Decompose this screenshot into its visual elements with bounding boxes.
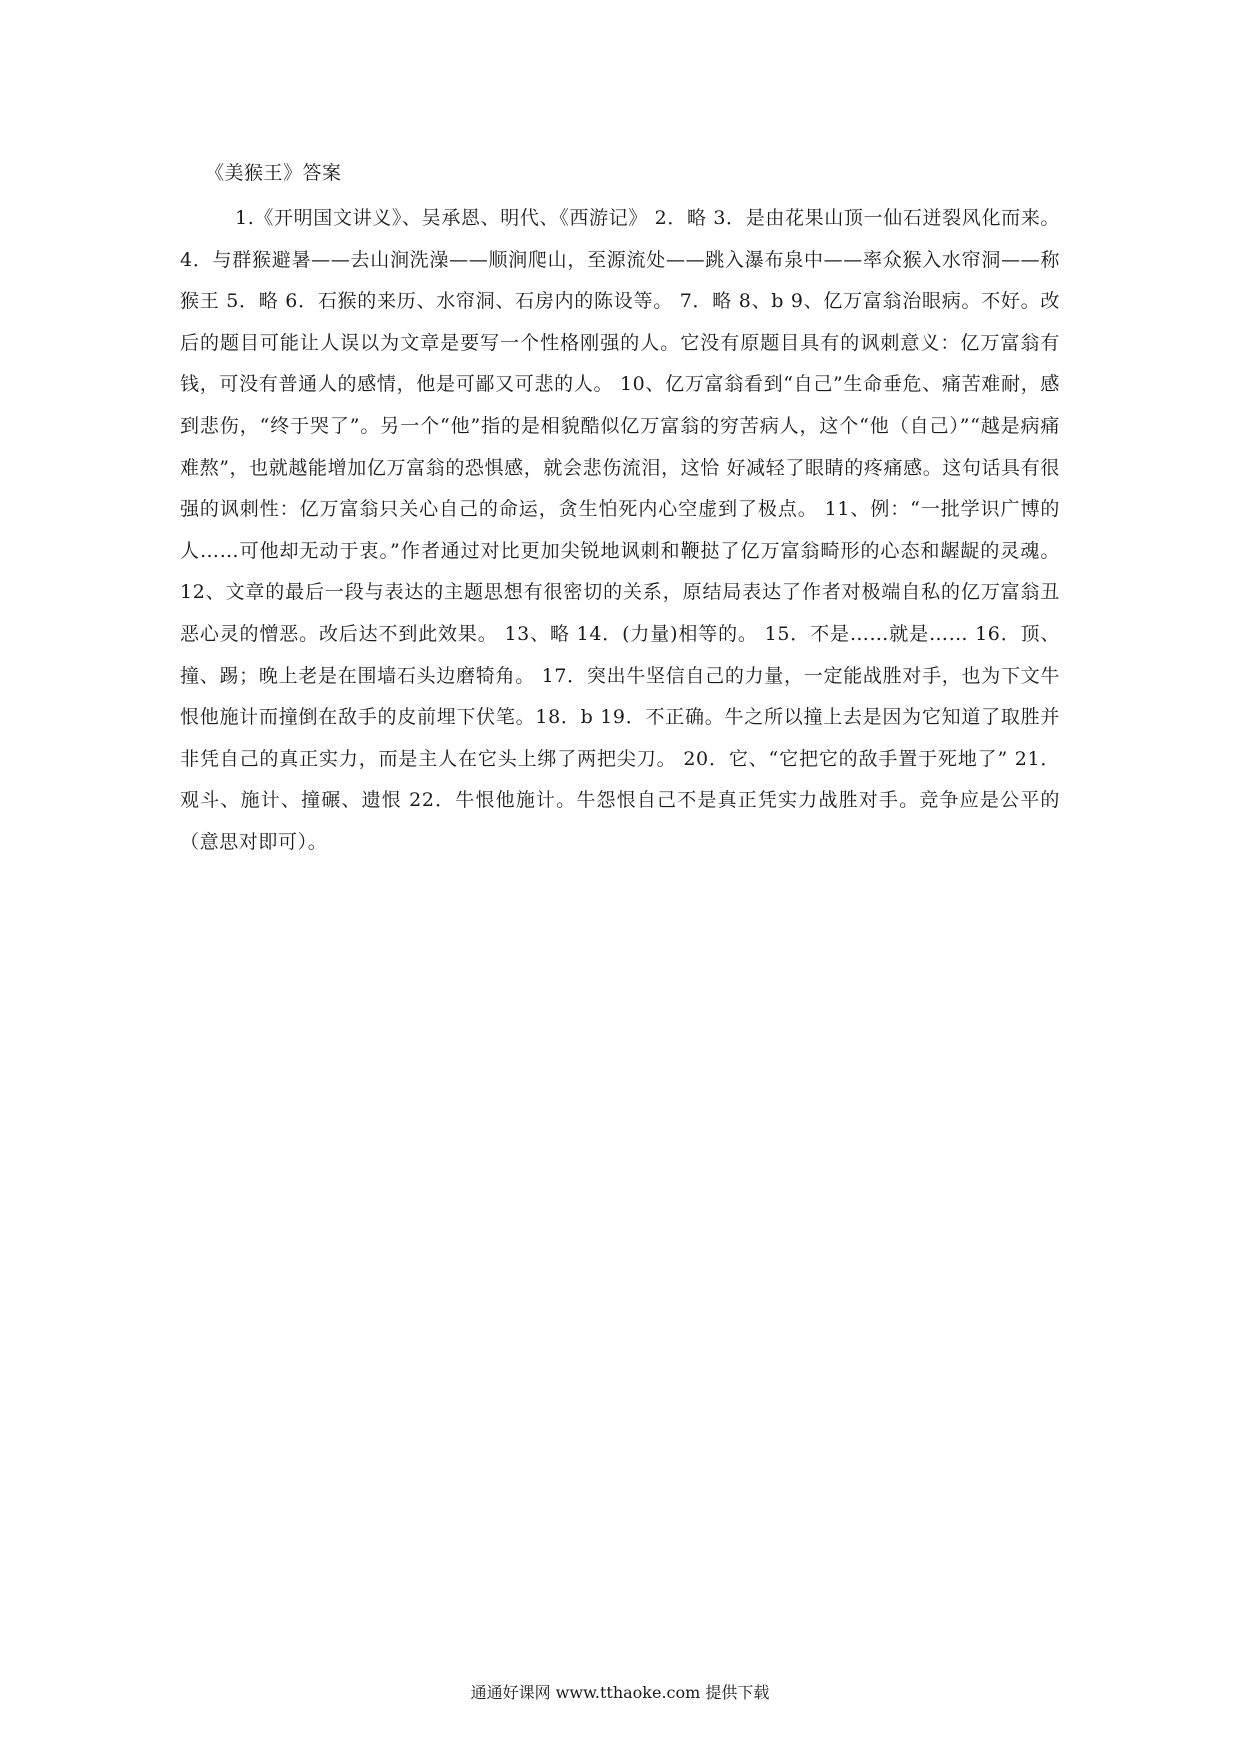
page-footer: 通通好课网 www.tthaoke.com 提供下载 — [470, 1683, 770, 1702]
answer-paragraph: 1.《开明国文讲义》、吴承恩、明代、《西游记》 2．略 3．是由花果山顶一仙石迸裂风化而来。 4．与群猴避暑——去山涧洗澡——顺涧爬山，至源流处——跳入瀑布泉中——率众猴入水帘洞——称猴王 5．略 6．石猴的来历、水帘洞、石房内的陈设等。 7．略 8、b 9、亿万富翁治眼病。不好。改后的题目可能让人误以为文章是要写一个性格刚强的人。它没有原题目具有的讽刺意义：亿万富翁有钱，可没有普通人的感情，他是可鄙又可悲的人。 10、亿万富翁看到“自己”生命垂危、痛苦难耐，感到悲伤，“终于哭了”。另一个“他”指的是相貌酷似亿万富翁的穷苦病人，这个“他（自己）”“越是病痛难熬”，也就越能增加亿万富翁的恐惧感，就会悲伤流泪，这恰 好减轻了眼睛的疼痛感。这句话具有很强的讽刺性：亿万富翁只关心自己的命运，贪生怕死内心空虚到了极点。 11、例：“一批学识广博的人……可他却无动于衷。”作者通过对比更加尖锐地讽刺和鞭挞了亿万富翁畸形的心态和龌龊的灵魂。 12、文章的最后一段与表达的主题思想有很密切的关系，原结局表达了作者对极端自私的亿万富翁丑恶心灵的憎恶。改后达不到此效果。 13、略 14．(力量)相等的。 15．不是……就是…… 16．顶、撞、踢；晚上老是在围墙石头边磨犄角。 17．突出牛坚信自己的力量，一定能战胜对手，也为下文牛恨他施计而撞倒在敌手的皮前埋下伏笔。18．b 19．不正确。牛之所以撞上去是因为它知道了取胜并非凭自己的真正实力，而是主人在它头上绑了两把尖刀。 20．它、“它把它的敌手置于死地了” 21．观斗、施计、撞碾、遗恨 22．牛恨他施计。牛怨恨自己不是真正凭实力战胜对手。竞争应是公平的（意思对即可）。 — [180, 207, 1060, 853]
document-title: 《美猴王》答案 — [205, 162, 342, 184]
